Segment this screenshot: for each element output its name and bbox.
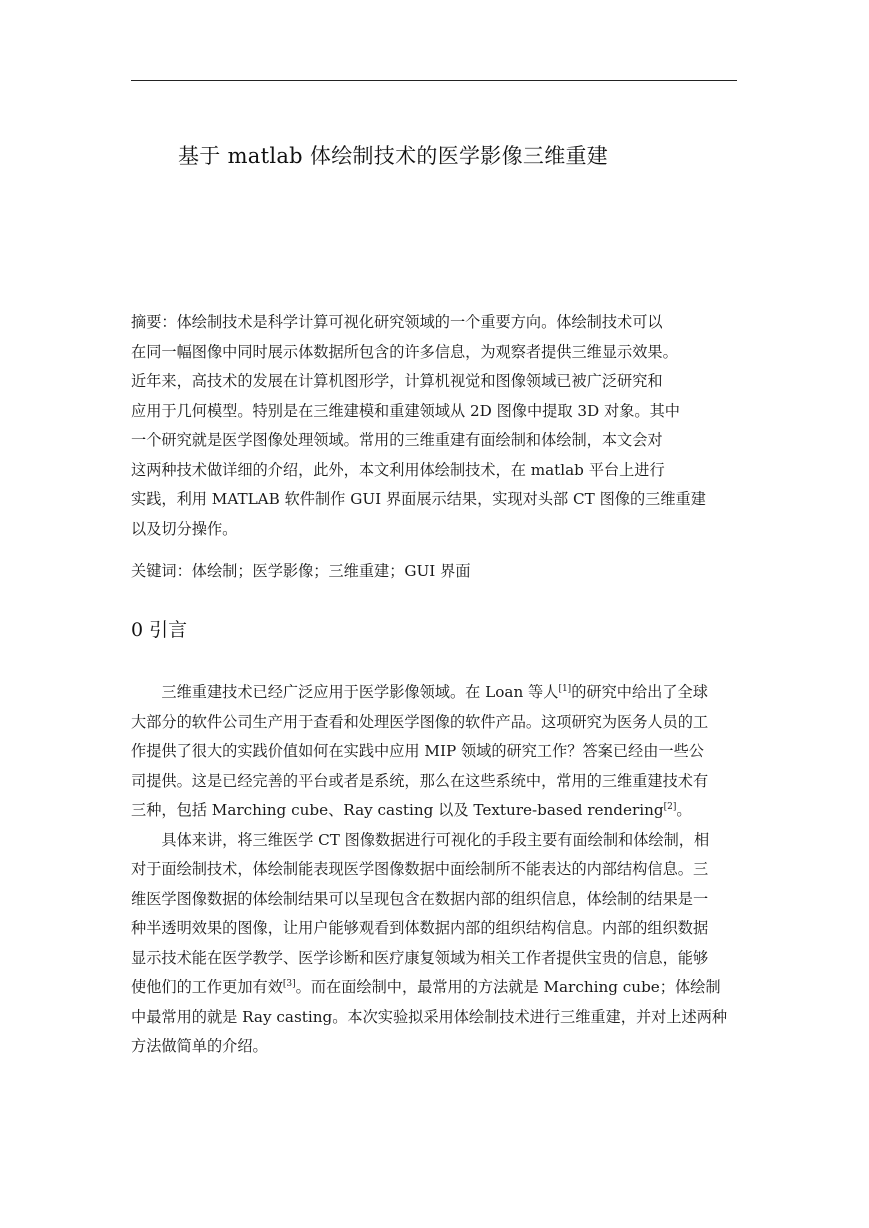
paragraph-line: 维医学图像数据的体绘制结果可以呈现包含在数据内部的组织信息，体绘制的结果是一 [131,889,709,908]
paragraph-line: 大部分的软件公司生产用于查看和处理医学图像的软件产品。这项研究为医务人员的工 [131,712,709,731]
text-run: 三维重建技术已经广泛应用于医学影像领域。在 Loan 等人 [161,683,559,701]
citation[interactable]: [1] [558,683,572,694]
paragraph-line: 作提供了很大的实践价值如何在实践中应用 MIP 领域的研究工作？答案已经由一些公 [131,742,704,760]
paragraph-line: 显示技术能在医学教学、医学诊断和医疗康复领域为相关工作者提供宝贵的信息，能够 [131,948,709,967]
introduction-body [131,678,743,1062]
keywords-label: 关键词： [131,562,192,580]
text-run: 三种，包括 Marching cube、Ray casting 以及 Texture-based rendering [131,801,664,819]
paragraph [131,826,743,856]
paragraph-line: 种半透明效果的图像，让用户能够观看到体数据内部的组织结构信息。内部的组织数据 [131,919,709,937]
paper-title: 基于 matlab 体绘制技术的医学影像三维重建 [178,144,609,168]
paragraph [131,678,743,708]
abstract-line: 实践，利用 MATLAB 软件制作 GUI 界面展示结果，实现对头部 CT 图像的三维重建 [131,490,706,508]
text-run: 。 [676,801,692,819]
section-heading: 0 引言 [131,619,188,641]
abstract-block [131,308,743,544]
paragraph-line [131,973,743,1003]
abstract-line: 一个研究就是医学图像处理领域。常用的三维重建有面绘制和体绘制，本文会对 [131,431,663,449]
abstract-label: 摘要： [131,313,177,331]
keywords-text: 体绘制；医学影像；三维重建；GUI 界面 [191,562,471,580]
abstract-line: 在同一幅图像中同时展示体数据所包含的许多信息，为观察者提供三维显示效果。 [131,342,678,361]
keywords-line [131,557,743,587]
citation[interactable]: [3] [282,978,296,989]
text-run: 使他们的工作更加有效 [131,978,283,996]
citation[interactable]: [2] [663,801,677,812]
header-rule [131,80,737,81]
paragraph-line: 司提供。这是已经完善的平台或者是系统，那么在这些系统中，常用的三维重建技术有 [131,771,709,790]
abstract-line: 应用于几何模型。特别是在三维建模和重建领域从 2D 图像中提取 3D 对象。其中 [131,401,680,420]
paragraph-line [131,796,743,826]
paragraph-line [131,678,743,708]
paragraph-line: 对于面绘制技术，体绘制能表现医学图像数据中面绘制所不能表达的内部结构信息。三 [131,860,709,878]
abstract-line [131,308,743,338]
paragraph-line: 方法做简单的介绍。 [131,1037,268,1055]
abstract-line: 以及切分操作。 [131,519,238,538]
text-run: 的研究中给出了全球 [571,683,708,701]
abstract-line: 近年来，高技术的发展在计算机图形学，计算机视觉和图像领域已被广泛研究和 [131,372,663,390]
paragraph-line: 中最常用的就是 Ray casting。本次实验拟采用体绘制技术进行三维重建，并对上述两种 [131,1007,728,1026]
text-run: 。而在面绘制中，最常用的方法就是 Marching cube；体绘制 [295,978,721,996]
abstract-text: 体绘制技术是科学计算可视化研究领域的一个重要方向。体绘制技术可以 [176,313,663,331]
abstract-line: 这两种技术做详细的介绍，此外，本文利用体绘制技术，在 matlab 平台上进行 [131,460,665,479]
keywords-block [131,557,743,587]
paragraph-line: 具体来讲，将三维医学 CT 图像数据进行可视化的手段主要有面绘制和体绘制，相 [161,830,710,849]
